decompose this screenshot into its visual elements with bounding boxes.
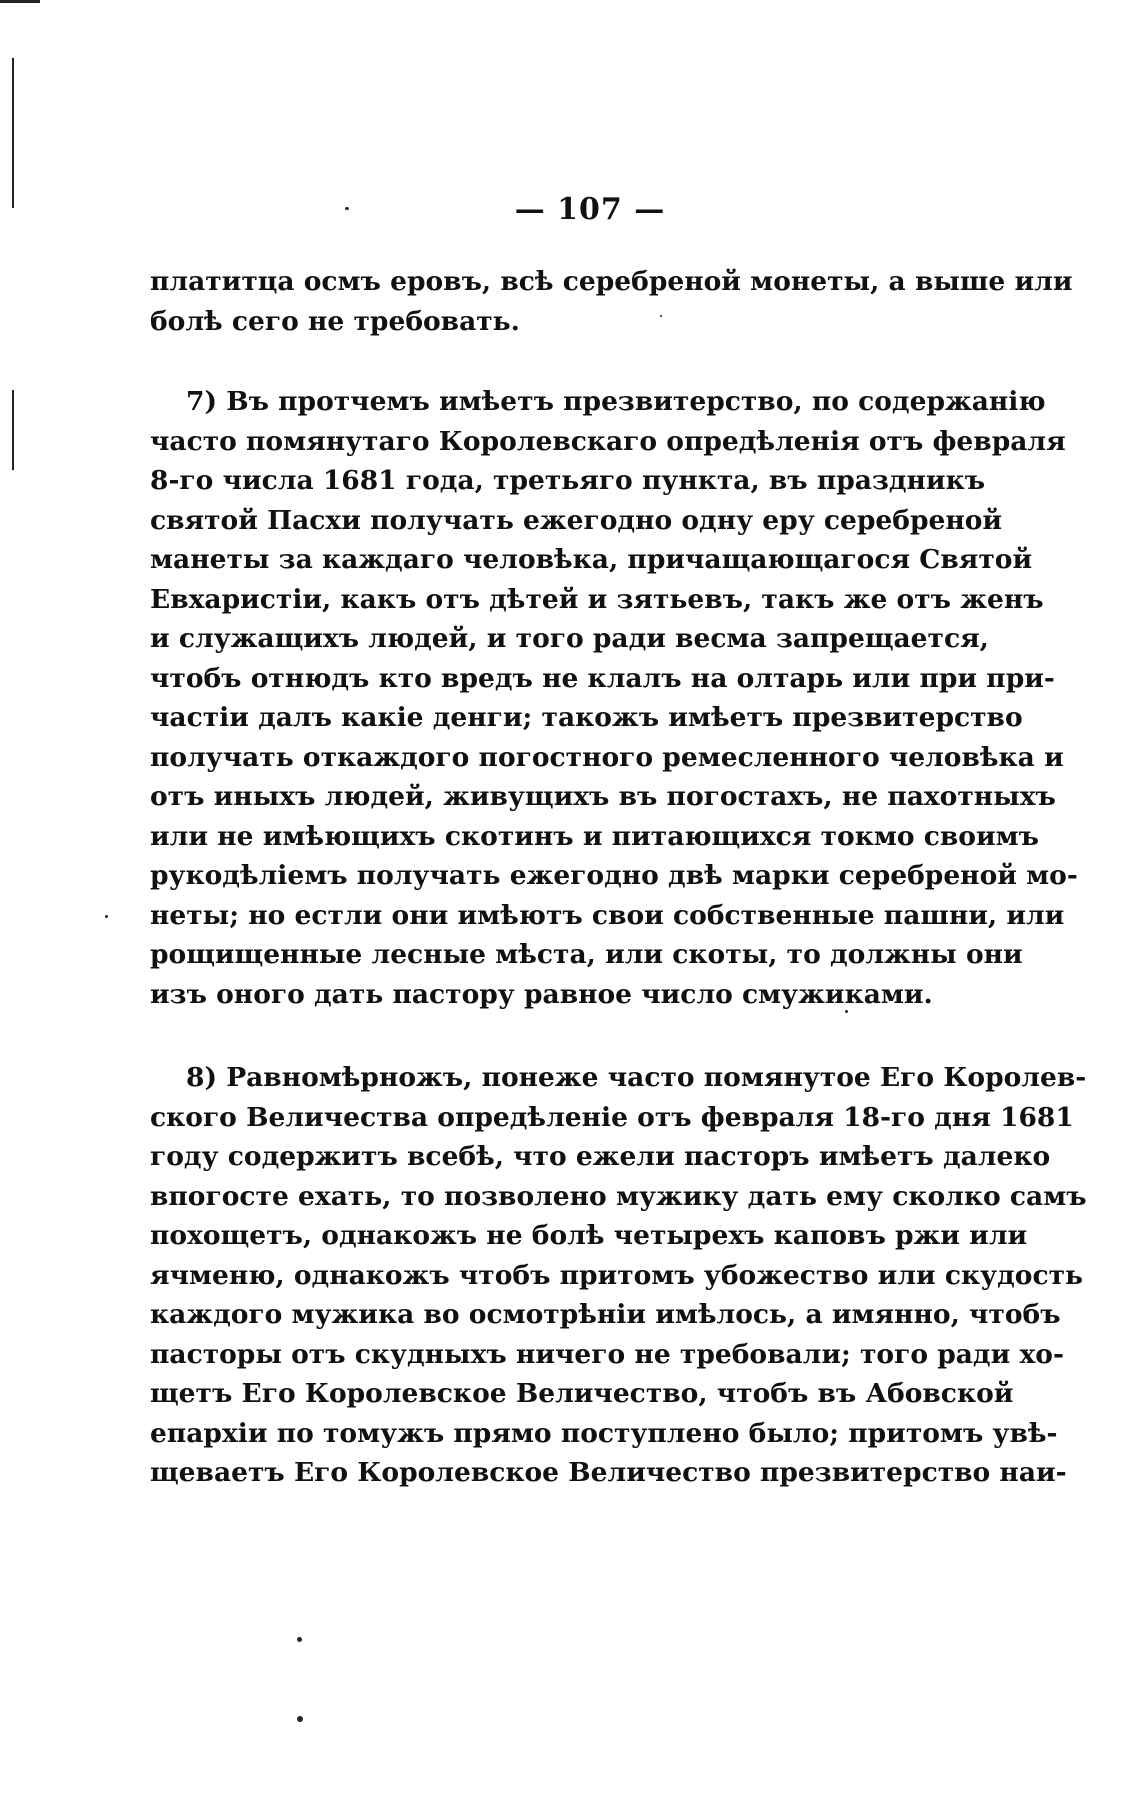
print-speck xyxy=(297,1716,303,1722)
text-line: каждого мужика во осмотрѣніи имѣлось, а имянно, чтобъ xyxy=(150,1299,1061,1330)
text-line: впогосте ехать, то позволено мужику дать ему сколко самъ xyxy=(150,1180,1087,1212)
paragraph-section-8 xyxy=(150,1058,1087,1493)
page-number: — 107 — xyxy=(514,192,666,227)
text-line: ячменю, однакожъ чтобъ притомъ убожество или скудость xyxy=(150,1259,1084,1291)
text-line: епархіи по томужъ прямо поступлено было; притомъ увѣ- xyxy=(150,1417,1058,1449)
text-line: и служащихъ людей, и того ради весма запрещается, xyxy=(150,623,989,654)
text-line: рукодѣліемъ получать ежегодно двѣ марки серебреной мо- xyxy=(150,860,1078,891)
text-line: неты; но естли они имѣютъ свои собственные пашни, или xyxy=(150,899,1065,931)
text-line: платитца осмъ еровъ, всѣ серебреной монеты, а выше или xyxy=(150,266,1073,297)
text-line: 8) Равномѣрножъ, понеже часто помянутое Его Королев- xyxy=(186,1062,1087,1093)
text-line: получать откаждого погостного ремесленного человѣка и xyxy=(150,741,1064,773)
text-line: пасторы отъ скудныхъ ничего не требовали; того ради хо- xyxy=(150,1338,1064,1370)
text-line: часто помянутаго Королевскаго опредѣленія отъ февраля xyxy=(150,425,1066,457)
page-edge-mark xyxy=(0,0,40,3)
text-line: 8-го числа 1681 года, третьяго пункта, въ праздникъ xyxy=(150,465,986,496)
text-line: ского Величества опредѣленіе отъ февраля 18-го дня 1681 xyxy=(150,1101,1074,1133)
page-edge-mark xyxy=(12,58,14,208)
text-line: святой Пасхи получать ежегодно одну еру серебреной xyxy=(150,504,1003,536)
page-edge-mark xyxy=(12,390,14,470)
text-line: частіи далъ какіе денги; такожъ имѣетъ презвитерство xyxy=(150,702,1023,733)
text-line: щетъ Его Королевское Величество, чтобъ въ Абовской xyxy=(150,1378,1014,1409)
paragraph-continuation xyxy=(150,262,1073,341)
text-line: рощищенные лесные мѣста, или скоты, то должны они xyxy=(150,939,1023,970)
text-line: 7) Въ протчемъ имѣетъ презвитерство, по содержанію xyxy=(186,386,1046,417)
text-line: болѣ сего не требовать. xyxy=(150,305,520,337)
text-line: манеты за каждаго человѣка, причащающагося Святой xyxy=(150,544,1033,575)
print-speck xyxy=(105,915,108,918)
text-line: Евхаристіи, какъ отъ дѣтей и зятьевъ, такъ же отъ женъ xyxy=(150,583,1044,615)
paragraph-section-7 xyxy=(150,382,1078,1014)
text-line: щеваетъ Его Королевское Величество презвитерство наи- xyxy=(150,1457,1067,1488)
text-line: году содержитъ всебѣ, что ежели пасторъ имѣетъ далеко xyxy=(150,1141,1051,1172)
text-line: чтобъ отнюдъ кто вредъ не клалъ на олтарь или при при- xyxy=(150,662,1055,694)
text-line: изъ оного дать пастору равное число смужиками. xyxy=(150,978,933,1010)
text-line: похощетъ, однакожъ не болѣ четырехъ каповъ ржи или xyxy=(150,1220,1028,1251)
text-line: или не имѣющихъ скотинъ и питающихся токмо своимъ xyxy=(150,820,1039,852)
text-line: отъ иныхъ людей, живущихъ въ погостахъ, не пахотныхъ xyxy=(150,781,1056,812)
print-speck xyxy=(297,1637,302,1642)
